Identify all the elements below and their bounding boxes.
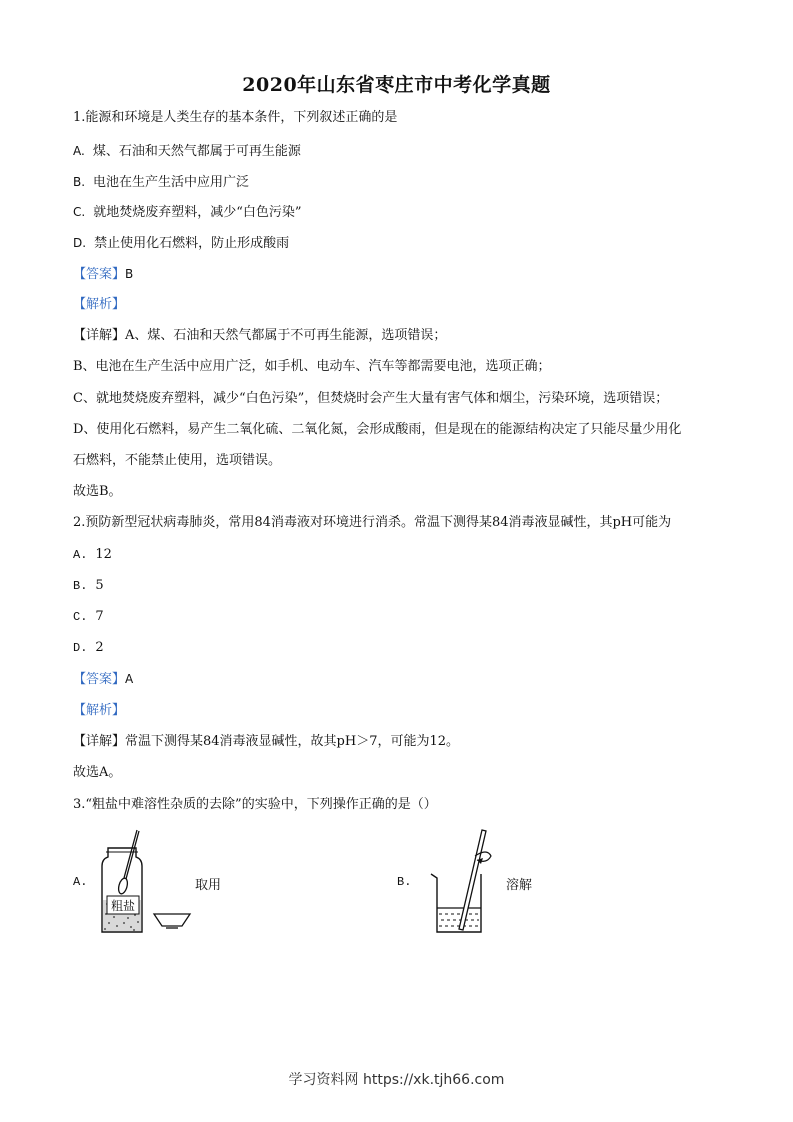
page-title: 2020年山东省枣庄市中考化学真题 — [242, 74, 551, 96]
q1-option-b-text: 电池在生产生活中应用广泛 — [93, 175, 250, 190]
q2-option-c-letter: C. — [73, 610, 88, 624]
q3-option-b-text: 溶解 — [506, 878, 533, 893]
q1-detail-line-3: C、就地焚烧废弃塑料，减少“白色污染”，但焚烧时会产生大量有害气体和烟尘，污染环境，选项错误； — [73, 391, 669, 406]
q2-answer-label: 【答案】 — [73, 672, 126, 687]
q1-detail-line-4: D、使用化石燃料，易产生二氧化硫、二氧化氮，会形成酸雨，但是现在的能源结构决定了只能尽量少用化 — [73, 422, 682, 437]
q3-option-a-letter: A. — [73, 875, 88, 889]
q2-option-d-text: 2 — [95, 640, 104, 655]
q1-stem: 1.能源和环境是人类生存的基本条件，下列叙述正确的是 — [73, 110, 398, 125]
q1-detail-line-5: 石燃料，不能禁止使用，选项错误。 — [73, 453, 282, 468]
q1-detail-line-1 — [73, 327, 446, 345]
q1-answer-value: B — [125, 267, 134, 281]
q1-option-a-letter: A. — [73, 144, 85, 158]
q2-option-a-letter: A. — [73, 548, 88, 562]
q1-answer — [73, 265, 133, 284]
q2-option-b-letter: B. — [73, 579, 88, 593]
q1-option-c-text: 就地焚烧废弃塑料，减少“白色污染” — [93, 205, 302, 220]
q2-conclusion: 故选A。 — [73, 765, 122, 780]
footer-watermark: 学习资料网 https://xk.tjh66.com — [288, 1072, 505, 1088]
q2-detail — [73, 733, 459, 751]
q2-detail-text: 常温下测得某84消毒液显碱性，故其pH＞7，可能为12。 — [125, 734, 460, 749]
q1-option-a — [73, 142, 301, 161]
q3-option-a-text: 取用 — [195, 878, 222, 893]
q3-stem: 3.“粗盐中难溶性杂质的去除”的实验中，下列操作正确的是（） — [73, 797, 437, 812]
beaker-figure — [425, 826, 515, 938]
q2-option-b — [73, 577, 104, 595]
q2-option-c-text: 7 — [95, 609, 104, 624]
q1-option-d-text: 禁止使用化石燃料，防止形成酸雨 — [94, 236, 290, 251]
q1-option-d-letter: D. — [73, 236, 87, 250]
evaporating-dish — [154, 914, 190, 926]
q3-option-b-letter: B. — [397, 875, 412, 889]
q2-option-d — [73, 639, 104, 657]
q2-option-a — [73, 546, 112, 564]
q1-analysis-label: 【解析】 — [73, 297, 126, 312]
q2-option-c — [73, 608, 104, 626]
q2-option-d-letter: D. — [73, 641, 88, 655]
q2-answer — [73, 670, 133, 689]
q1-detail-text-1: A、煤、石油和天然气都属于不可再生能源，选项错误； — [125, 328, 447, 343]
q1-option-b-letter: B. — [73, 175, 86, 189]
q1-conclusion: 故选B。 — [73, 484, 122, 499]
q1-option-c-letter: C. — [73, 205, 86, 219]
q2-option-b-text: 5 — [95, 578, 104, 593]
q1-answer-label: 【答案】 — [73, 267, 126, 282]
q1-detail-label: 【详解】 — [73, 328, 126, 343]
q2-answer-value: A — [125, 672, 134, 686]
q2-option-a-text: 12 — [95, 547, 112, 562]
q1-option-c — [73, 203, 302, 222]
q2-analysis-label: 【解析】 — [73, 703, 126, 718]
q1-detail-line-2: B、电池在生产生活中应用广泛，如手机、电动车、汽车等都需要电池，选项正确； — [73, 359, 551, 374]
q2-detail-label: 【详解】 — [73, 734, 126, 749]
q1-option-d — [73, 234, 289, 253]
q2-stem: 2.预防新型冠状病毒肺炎，常用84消毒液对环境进行消杀。常温下测得某84消毒液显碱性，其pH可能为 — [73, 515, 672, 530]
q1-option-a-text: 煤、石油和天然气都属于可再生能源 — [92, 144, 301, 159]
bottle-label-text: 粗盐 — [110, 899, 136, 913]
q1-option-b — [73, 173, 249, 192]
salt-bottle-figure — [92, 826, 202, 938]
